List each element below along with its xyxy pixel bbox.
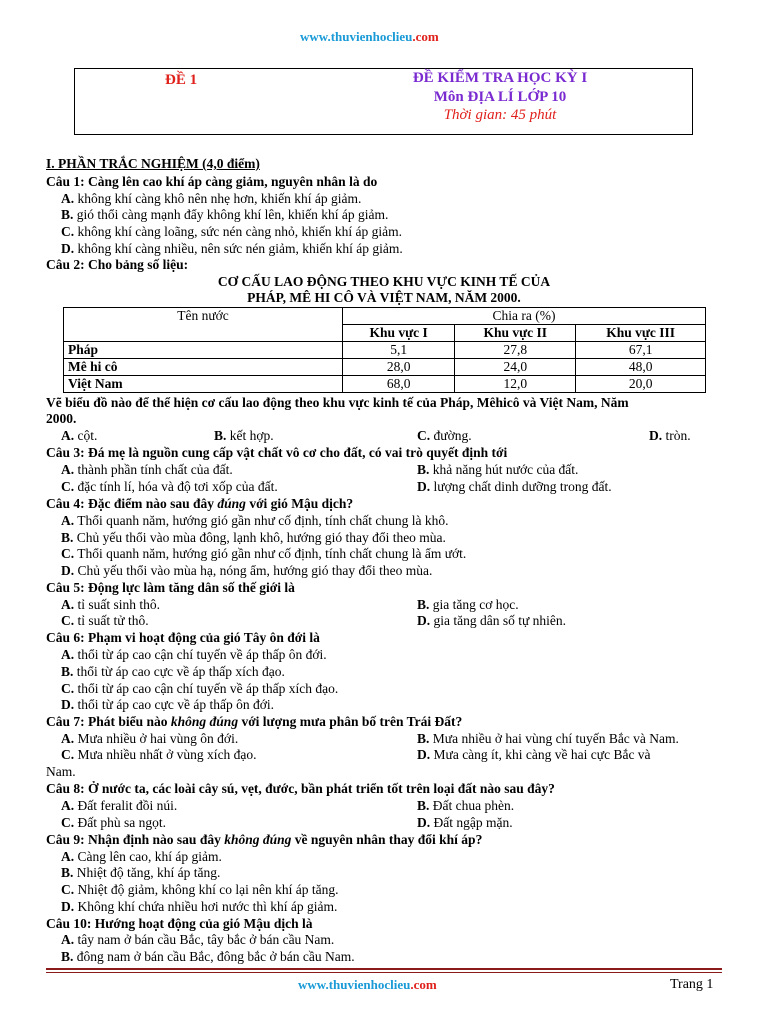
site-link-bottom[interactable]: [298, 977, 437, 993]
q7-option-c: C. Mưa nhiều nhất ở vùng xích đạo.: [61, 747, 257, 762]
q2-question-line1: Vẽ biểu đồ nào để thể hiện cơ cấu lao động theo khu vực kinh tế của Pháp, Mêhicô và Việt Nam, Năm: [46, 395, 629, 410]
q8-option-d: D. Đất ngập mặn.: [417, 815, 513, 830]
q9-option-a: A. Càng lên cao, khí áp giảm.: [61, 849, 222, 864]
question-7: Câu 7: Phát biểu nào không đúng với lượng mưa phân bố trên Trái Đất?: [46, 714, 463, 729]
question-5: Câu 5: Động lực làm tăng dân số thế giới là: [46, 580, 295, 595]
table-header-col3: Khu vực III: [576, 325, 706, 342]
subject-title: Môn ĐỊA LÍ LỚP 10: [433, 89, 567, 105]
row-value: 24,0: [455, 359, 576, 376]
q10-option-a: A. tây nam ở bán cầu Bắc, tây bắc ở bán cầu Nam.: [61, 932, 335, 947]
q5-option-c: C. tỉ suất tử thô.: [61, 613, 149, 628]
q2-option-c: C. đường.: [417, 428, 472, 443]
table-row: [64, 342, 706, 359]
question-10: Câu 10: Hướng hoạt động của gió Mậu dịch là: [46, 916, 313, 931]
table-row: [64, 376, 706, 393]
question-3: Câu 3: Đá mẹ là nguồn cung cấp vật chất vô cơ cho đất, có vai trò quyết định tới: [46, 445, 508, 460]
q1-option-d: D. không khí càng nhiều, nên sức nén giảm, khiến khí áp giảm.: [61, 241, 403, 256]
q10-option-b: B. đông nam ở bán cầu Bắc, đông bắc ở bán cầu Nam.: [61, 949, 355, 964]
q7-option-b: B. Mưa nhiều ở hai vùng chí tuyến Bắc và Nam.: [417, 731, 679, 746]
q3-option-c: C. đặc tính lí, hóa và độ tơi xốp của đất.: [61, 479, 278, 494]
row-value: 5,1: [343, 342, 455, 359]
data-table: [63, 307, 706, 393]
q9-option-c: C. Nhiệt độ giảm, không khí co lại nên khí áp tăng.: [61, 882, 339, 897]
q1-option-a: A. không khí càng khô nên nhẹ hơn, khiến khí áp giảm.: [61, 191, 362, 206]
q2-question-line2: 2000.: [46, 411, 77, 426]
question-1: Câu 1: Càng lên cao khí áp càng giảm, nguyên nhân là do: [46, 174, 378, 189]
question-6: Câu 6: Phạm vi hoạt động của gió Tây ôn đới là: [46, 630, 320, 645]
question-9: Câu 9: Nhận định nào sau đây không đúng về nguyên nhân thay đổi khí áp?: [46, 832, 483, 847]
q4-option-c: C. Thổi quanh năm, hướng gió gần như cố định, tính chất chung là ẩm ướt.: [61, 546, 467, 561]
footer-rule: [46, 968, 722, 970]
q4-option-d: D. Chủ yếu thổi vào mùa hạ, nóng ẩm, hướng gió thay đổi theo mùa.: [61, 563, 433, 578]
q4-option-b: B. Chủ yếu thổi vào mùa đông, lạnh khô, hướng gió thay đổi theo mùa.: [61, 530, 446, 545]
q8-option-a: A. Đất feralit đồi núi.: [61, 798, 178, 813]
table-header-share: Chia ra (%): [343, 308, 706, 325]
question-2: Câu 2: Cho bảng số liệu:: [46, 257, 189, 272]
q6-option-c: C. thổi từ áp cao cận chí tuyến về áp thấp xích đạo.: [61, 681, 339, 696]
q6-option-d: D. thổi từ áp cao cực về áp thấp ôn đới.: [61, 697, 274, 712]
q5-option-b: B. gia tăng cơ học.: [417, 597, 519, 612]
row-value: 20,0: [576, 376, 706, 393]
site-name: thuvienhoclieu: [328, 977, 411, 992]
footer-rule-thin: [46, 972, 722, 973]
q2-option-b: B. kết hợp.: [214, 428, 274, 443]
q9-option-b: B. Nhiệt độ tăng, khí áp tăng.: [61, 865, 221, 880]
row-value: 28,0: [343, 359, 455, 376]
row-value: 12,0: [455, 376, 576, 393]
table-header-country: Tên nước: [64, 308, 343, 342]
site-link-top[interactable]: [300, 29, 439, 45]
table-header-col1: Khu vực I: [343, 325, 455, 342]
table-row: [64, 359, 706, 376]
site-prefix: www.: [300, 29, 331, 44]
q9-option-d: D. Không khí chứa nhiều hơi nước thì khí áp giảm.: [61, 899, 338, 914]
q7-option-a: A. Mưa nhiều ở hai vùng ôn đới.: [61, 731, 239, 746]
q3-option-d: D. lượng chất dinh dưỡng trong đất.: [417, 479, 612, 494]
q8-option-b: B. Đất chua phèn.: [417, 798, 515, 813]
q2-option-a: A. cột.: [61, 428, 98, 443]
table-header-col2: Khu vực II: [455, 325, 576, 342]
q1-option-b: B. gió thổi càng mạnh đẩy không khí lên, khiến khí áp giảm.: [61, 207, 389, 222]
time-limit: Thời gian: 45 phút: [443, 107, 557, 123]
exam-number: ĐỀ 1: [165, 72, 198, 88]
q6-option-b: B. thổi từ áp cao cực về áp thấp xích đạo.: [61, 664, 285, 679]
q5-option-a: A. tỉ suất sinh thô.: [61, 597, 161, 612]
q3-option-a: A. thành phần tính chất của đất.: [61, 462, 233, 477]
page-number: Trang 1: [670, 977, 714, 992]
site-prefix: www.: [298, 977, 329, 992]
q5-option-d: D. gia tăng dân số tự nhiên.: [417, 613, 567, 628]
row-country: Việt Nam: [64, 376, 343, 393]
table-title-line1: CƠ CẤU LAO ĐỘNG THEO KHU VỰC KINH TẾ CỦA: [217, 274, 551, 289]
q8-option-c: C. Đất phù sa ngọt.: [61, 815, 166, 830]
q7-option-d-continued: Nam.: [46, 764, 76, 779]
table-title-line2: PHÁP, MÊ HI CÔ VÀ VIỆT NAM, NĂM 2000.: [247, 290, 521, 305]
row-value: 48,0: [576, 359, 706, 376]
row-value: 27,8: [455, 342, 576, 359]
q1-option-c: C. không khí càng loãng, sức nén càng nhỏ, khiến khí áp giảm.: [61, 224, 402, 239]
q7-option-d: D. Mưa càng ít, khi càng về hai cực Bắc và: [417, 747, 651, 762]
row-country: Mê hi cô: [64, 359, 343, 376]
q4-option-a: A. Thổi quanh năm, hướng gió gần như cố định, tính chất chung là khô.: [61, 513, 449, 528]
q3-option-b: B. khả năng hút nước của đất.: [417, 462, 579, 477]
q2-option-d: D. tròn.: [649, 428, 691, 443]
section-title: I. PHẦN TRẮC NGHIỆM (4,0 điểm): [46, 156, 260, 171]
question-4: Câu 4: Đặc điểm nào sau đây đúng với gió Mậu dịch?: [46, 496, 354, 511]
site-suffix: .com: [412, 29, 439, 44]
row-country: Pháp: [64, 342, 343, 359]
question-8: Câu 8: Ở nước ta, các loài cây sú, vẹt, đước, bần phát triển tốt trên loại đất nào sau đây?: [46, 781, 555, 796]
q6-option-a: A. thổi từ áp cao cận chí tuyến về áp thấp ôn đới.: [61, 647, 327, 662]
exam-title: ĐỀ KIỂM TRA HỌC KỲ I: [412, 70, 588, 86]
row-value: 68,0: [343, 376, 455, 393]
site-suffix: .com: [410, 977, 437, 992]
site-name: thuvienhoclieu: [330, 29, 413, 44]
row-value: 67,1: [576, 342, 706, 359]
